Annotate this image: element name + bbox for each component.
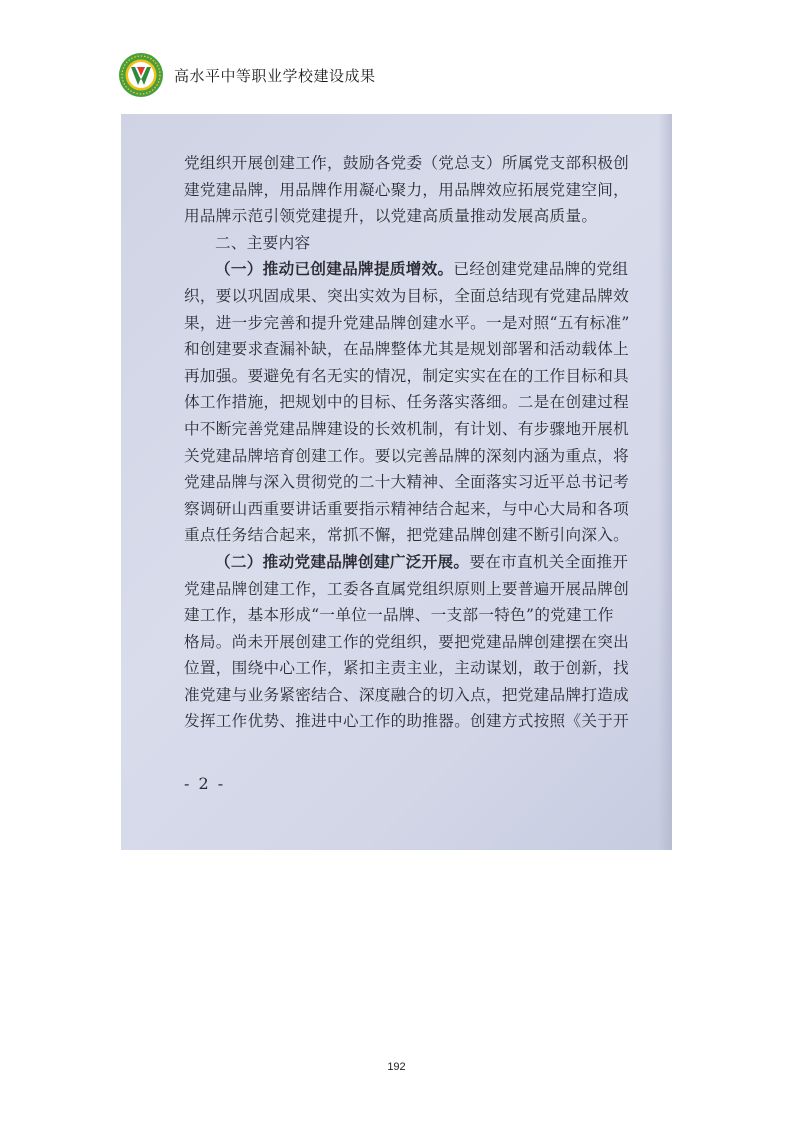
body-line: 位置，围绕中心工作，紧扣主责主业，主动谋划，敢于创新，找 <box>184 659 630 678</box>
body-line: 建党建品牌，用品牌作用凝心聚力，用品牌效应拓展党建空间， <box>184 180 630 199</box>
subsection-first-line <box>184 549 644 576</box>
body-line: 党建品牌创建工作，工委各直属党组织原则上要普遍开展品牌创 <box>184 579 630 598</box>
subsection-first-line <box>184 256 644 283</box>
body-line: 准党建与业务紧密结合、深度融合的切入点，把党建品牌打造成 <box>184 685 630 704</box>
body-line: 织，要以巩固成果、突出实效为目标，全面总结现有党建品牌效 <box>184 286 630 305</box>
body-line: 再加强。要避免有名无实的情况，制定实实在在的工作目标和具 <box>184 366 630 385</box>
body-line: 察调研山西重要讲话重要指示精神结合起来，与中心大局和各项 <box>184 499 630 518</box>
body-line: 党建品牌与深入贯彻党的二十大精神、全面落实习近平总书记考 <box>184 473 630 492</box>
page-header <box>118 50 376 100</box>
page-number: 192 <box>387 1061 406 1073</box>
header-title: 高水平中等职业学校建设成果 <box>174 66 376 85</box>
school-emblem-icon <box>118 52 164 98</box>
document-page-marker: - 2 - <box>184 774 226 793</box>
subsection-title: （二）推动党建品牌创建广泛开展。 <box>215 552 470 571</box>
document-body <box>184 150 644 735</box>
body-text: 要在市直机关全面推开 <box>469 552 629 571</box>
body-line: 用品牌示范引领党建提升，以党建高质量推动发展高质量。 <box>184 207 598 226</box>
subsection-title: （一）推动已创建品牌提质增效。 <box>215 260 454 279</box>
body-line: 体工作措施，把规划中的目标、任务落实落细。二是在创建过程 <box>184 393 630 412</box>
body-line: 格局。尚未开展创建工作的党组织，要把党建品牌创建摆在突出 <box>184 632 630 651</box>
section-heading: 二、主要内容 <box>215 233 311 252</box>
body-line: 中不断完善党建品牌建设的长效机制，有计划、有步骤地开展机 <box>184 419 630 438</box>
body-line: 党组织开展创建工作，鼓励各党委（党总支）所属党支部积极创 <box>184 154 630 172</box>
body-text: 已经创建党建品牌的党组 <box>453 260 629 279</box>
body-line: 重点任务结合起来，常抓不懈，把党建品牌创建不断引向深入。 <box>184 526 630 545</box>
body-line: 果，进一步完善和提升党建品牌创建水平。一是对照“五有标准” <box>184 313 630 332</box>
body-line: 和创建要求查漏补缺，在品牌整体尤其是规划部署和活动载体上 <box>184 340 630 359</box>
scanned-document-photo <box>121 114 672 850</box>
body-line: 建工作，基本形成“一单位一品牌、一支部一特色”的党建工作 <box>184 606 614 625</box>
body-line: 关党建品牌培育创建工作。要以完善品牌的深刻内涵为重点，将 <box>184 446 630 465</box>
body-line: 发挥工作优势、推进中心工作的助推器。创建方式按照《关于开 <box>184 712 630 731</box>
